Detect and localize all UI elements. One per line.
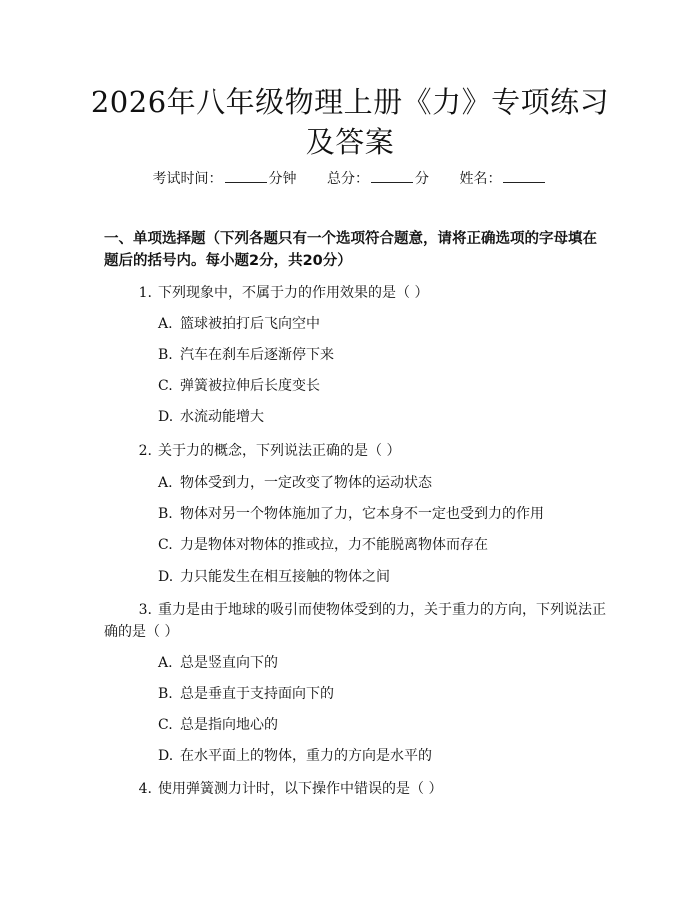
question-2-option-c xyxy=(158,534,618,556)
exam-time-unit: 分钟 xyxy=(268,171,297,187)
option-letter: D. xyxy=(158,569,174,585)
question-2-option-d xyxy=(158,566,618,588)
question-1 xyxy=(104,282,614,304)
option-text: 物体对另一个物体施加了力，它本身不一定也受到力的作用 xyxy=(180,506,544,522)
option-text: 篮球被拍打后飞向空中 xyxy=(180,316,320,332)
document-title: 2026年八年级物理上册《力》专项练习及答案 xyxy=(90,85,610,159)
question-stem: 重力是由于地球的吸引而使物体受到的力，关于重力的方向，下列说法正确的是（ ） xyxy=(104,602,606,640)
option-text: 在水平面上的物体，重力的方向是水平的 xyxy=(180,748,432,764)
question-1-option-a xyxy=(158,313,618,335)
exam-time-field xyxy=(153,171,301,187)
name-blank xyxy=(503,170,545,183)
option-text: 物体受到力，一定改变了物体的运动状态 xyxy=(180,475,432,491)
option-letter: D. xyxy=(158,748,174,764)
option-text: 总是竖直向下的 xyxy=(180,655,278,671)
question-3-option-d xyxy=(158,745,618,767)
option-letter: C. xyxy=(158,537,173,553)
option-text: 水流动能增大 xyxy=(180,409,264,425)
section-heading: 一、单项选择题（下列各题只有一个选项符合题意，请将正确选项的字母填在题后的括号内。每小题2分，共20分） xyxy=(104,231,597,269)
question-stem: 关于力的概念，下列说法正确的是（ ） xyxy=(158,443,401,459)
option-letter: C. xyxy=(158,717,173,733)
option-letter: C. xyxy=(158,378,173,394)
question-stem: 下列现象中，不属于力的作用效果的是（ ） xyxy=(158,285,429,301)
option-letter: B. xyxy=(158,506,173,522)
option-letter: A. xyxy=(158,316,173,332)
option-letter: B. xyxy=(158,686,173,702)
option-letter: B. xyxy=(158,347,173,363)
option-text: 总是垂直于支持面向下的 xyxy=(180,686,334,702)
total-score-unit: 分 xyxy=(415,171,429,187)
question-1-option-b xyxy=(158,344,618,366)
question-3-option-b xyxy=(158,683,618,705)
name-label: 姓名： xyxy=(459,171,502,187)
option-letter: A. xyxy=(158,475,173,491)
exam-info-line xyxy=(0,170,700,188)
question-number: 3. xyxy=(138,602,152,618)
option-letter: D. xyxy=(158,409,174,425)
question-number: 4. xyxy=(138,781,152,797)
question-3 xyxy=(104,599,614,643)
option-text: 力只能发生在相互接触的物体之间 xyxy=(180,569,390,585)
option-letter: A. xyxy=(158,655,173,671)
option-text: 汽车在刹车后逐渐停下来 xyxy=(180,347,334,363)
exam-time-label: 考试时间： xyxy=(152,171,223,187)
question-2 xyxy=(104,440,614,462)
question-number: 2. xyxy=(138,443,152,459)
exam-time-blank xyxy=(225,170,267,183)
total-score-blank xyxy=(371,170,413,183)
total-score-label: 总分： xyxy=(327,171,369,187)
question-2-option-b xyxy=(158,503,618,525)
option-text: 总是指向地心的 xyxy=(180,717,278,733)
question-stem: 使用弹簧测力计时，以下操作中错误的是（ ） xyxy=(158,781,443,797)
question-4 xyxy=(104,778,614,800)
name-field xyxy=(459,171,547,187)
option-text: 力是物体对物体的推或拉，力不能脱离物体而存在 xyxy=(180,537,488,553)
question-3-option-c xyxy=(158,714,618,736)
question-number: 1. xyxy=(138,285,152,301)
question-2-option-a xyxy=(158,472,618,494)
question-1-option-c xyxy=(158,375,618,397)
question-3-option-a xyxy=(158,652,618,674)
option-text: 弹簧被拉伸后长度变长 xyxy=(180,378,320,394)
question-1-option-d xyxy=(158,406,618,428)
total-score-field xyxy=(327,171,433,187)
